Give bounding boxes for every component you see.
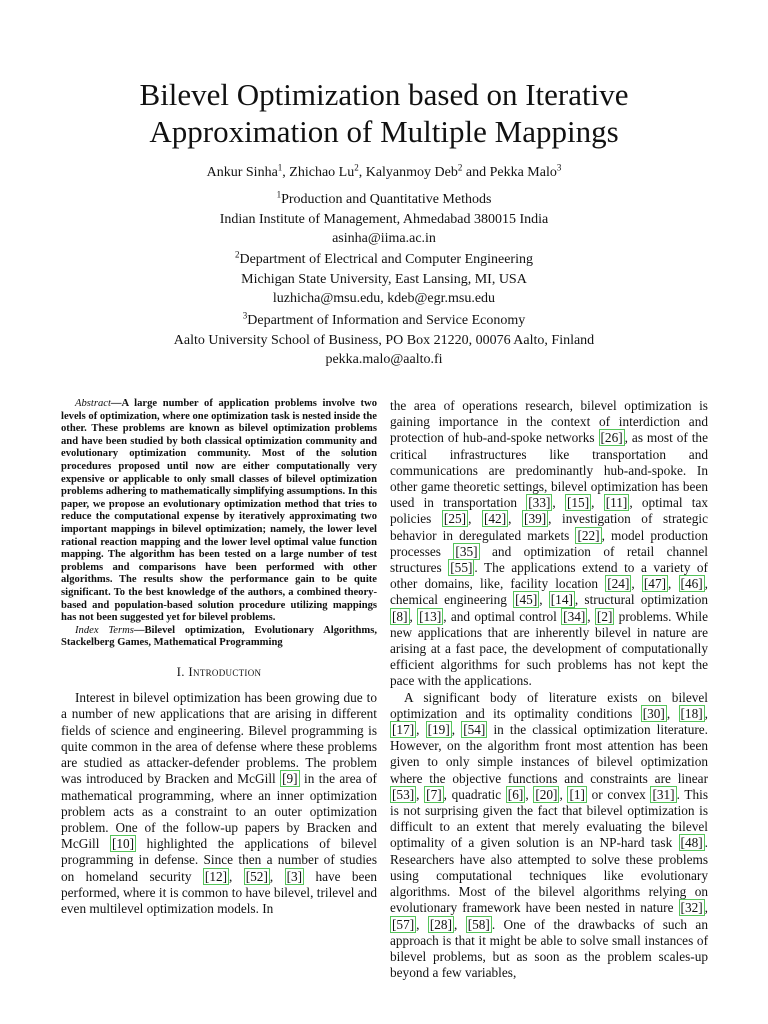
affil-email: luzhicha@msu.edu, kdeb@egr.msu.edu: [272, 291, 496, 306]
author-name: Ankur Sinha: [206, 165, 278, 180]
citation-link[interactable]: [42]: [483, 511, 507, 527]
citation-link[interactable]: [20]: [535, 786, 558, 802]
text-run: . One of the drawbacks of such an approach is that it might be able to solve small instances of bilevel problems, but as soon as the problem scales-up beyond a few variables,: [390, 916, 708, 981]
citation-link[interactable]: [25]: [443, 511, 467, 527]
text-run: A significant body of literature exists on bilevel optimization and its optimality conditions: [390, 689, 708, 721]
abstract-text: —A large number of application problems involve two levels of optimization, where one optimization task is nested inside the other. These problems are known as bilevel optimization problems and have been studied by both classical optimization community and evolutionary optimization community. Most of the solution procedures proposed until now are either computationally very expensive or applicable to only small classes of bilevel optimization problems adhering to mathematically simplifying assumptions. In this paper, we propose an evolutionary optimization method that tries to reduce the computational expense by iteratively approximating two important mappings in bilevel optimization; namely, the lower level rational reaction mapping and the lower level optimal value function mapping. The algorithm has been tested on a large number of test problems and comparisons have been performed with other algorithms. The results show the performance gain to be quite significant. To the best knowledge of the authors, a combined theory-based and population-based solution procedure utilizing mappings has not been suggested yet for bilevel problems.: [61, 398, 377, 624]
citation-link[interactable]: [22]: [577, 527, 600, 543]
citation-link[interactable]: [9]: [282, 771, 298, 787]
affil-email: asinha@iima.ac.in: [332, 231, 436, 246]
text-run: , structural optimization: [574, 592, 708, 608]
citation-link[interactable]: [46]: [680, 576, 703, 592]
affiliation-1: [60, 190, 708, 249]
abstract-label: Abstract: [75, 398, 111, 409]
author-name: Pekka Malo: [489, 165, 557, 180]
citation-link[interactable]: [3]: [286, 868, 303, 884]
citation-link[interactable]: [57]: [392, 916, 415, 932]
text-run: , model production processes: [390, 527, 708, 559]
citation-link[interactable]: [54]: [463, 722, 486, 738]
author-list: Ankur Sinha$^1$, Zhichao Lu$^2$, Kalyanmoy Deb$^2$ and Pekka Malo$^3$: [206, 162, 562, 180]
affil-dept: Production and Quantitative Methods: [281, 192, 492, 207]
citation-link[interactable]: [34]: [563, 608, 586, 624]
text-run: , and optimal control: [443, 608, 562, 624]
citation-link[interactable]: [32]: [680, 900, 703, 916]
author-affil-marker: 2: [354, 162, 359, 173]
paper-title: [60, 76, 708, 150]
affiliation-2: [60, 250, 708, 309]
citation-link[interactable]: [11]: [605, 495, 628, 511]
text-run: problems. While new applications that are inherently bilevel in nature are arising at a fast pace, the development of computationally efficient algorithms for such problems has not kept the pace with the applications.: [390, 608, 708, 689]
citation-link[interactable]: [55]: [450, 560, 473, 576]
citation-link[interactable]: [1]: [569, 786, 585, 802]
affil-marker: 2: [234, 249, 240, 260]
author-conjunction: and: [465, 165, 487, 180]
citation-link[interactable]: [28]: [429, 916, 452, 932]
author-name: Zhichao Lu: [289, 165, 355, 180]
author-name: Kalyanmoy Deb: [365, 165, 458, 180]
text-run: or convex: [586, 786, 651, 802]
abstract: [61, 398, 377, 650]
affil-marker: 1: [276, 189, 282, 200]
author-affil-marker: 2: [457, 162, 463, 173]
text-run: , investigation of strategic behavior in deregulated markets: [390, 511, 708, 543]
citation-link[interactable]: [30]: [642, 705, 665, 721]
intro-paragraph: Interest in bilevel optimization has been growing due to a number of new applications that are arising in different fields of science and engineering. Bilevel programming is quite common in the area of defense where these problems are studied as attacker-defender problems. The problem was introduced by Bracken and McGill [9] in the area of mathematical programming, where an inner optimization problem acts as a constraint to an outer optimization problem. One of the follow-up papers by Bracken and McGill [10] highlighted the applications of bilevel programming in defense. Since then a number of studies on homeland security [12] , [52] , [3] have been performed, where it is common to have bilevel, trilevel and even multilevel optimization models. In: [61, 690, 378, 916]
text-run: . The applications extend to a variety of other domains, like, facility location: [390, 560, 708, 592]
author-affil-marker: 3: [556, 162, 562, 173]
affil-dept: Department of Information and Service Economy: [247, 313, 526, 328]
citation-link[interactable]: [39]: [524, 511, 547, 527]
right-column: [390, 398, 708, 981]
index-terms-text: —Bilevel optimization, Evolutionary Algorithms, Stackelberg Games, Mathematical Programming: [61, 624, 377, 649]
citation-link[interactable]: [7]: [426, 786, 442, 802]
citation-link[interactable]: [2]: [596, 608, 613, 624]
affil-dept: Department of Electrical and Computer Engineering: [239, 252, 533, 267]
citation-link[interactable]: [47]: [643, 576, 667, 592]
text-run: in the classical optimization literature. However, on the algorithm front most attention has been given to only simple instances of bilevel optimization where the objective functions and constraints are linear: [390, 722, 708, 786]
text-run: Interest in bilevel optimization has been growing due to a number of new applications that are arising in different fields of science and engineering. Bilevel programming is quite common in the area of defense where these problems are studied as attacker-defender problems. The problem was introduced by Bracken and McGill: [61, 690, 377, 787]
citation-link[interactable]: [6]: [507, 786, 524, 802]
citation-link[interactable]: [19]: [427, 722, 450, 738]
citation-link[interactable]: [31]: [652, 786, 675, 802]
citation-link[interactable]: [26]: [600, 430, 623, 446]
text-run: , quadratic: [443, 786, 506, 802]
citation-link[interactable]: [17]: [392, 722, 415, 738]
author-affil-marker: 1: [277, 162, 283, 173]
affil-institution: Indian Institute of Management, Ahmedabad 380015 India: [219, 211, 549, 227]
text-run: in the area of mathematical programming, where an inner optimization problem acts as a constraint to an outer optimization problem. One of the follow-up papers by Bracken and McGill: [61, 771, 377, 852]
text-run: , chemical engineering: [390, 576, 708, 608]
body-paragraph: the area of operations research, bilevel optimization is gaining importance in the context of interdiction and protection of hub-and-spoke networks [26] , as most of the critical infrastructures like transportation and communications are predominantly hub-and-spoke. In other game theoretic settings, bilevel optimization has been used in transportation [33] , [15] , [11] , optimal tax policies [25] , [42] , [39] , investigation of strategic behavior in deregulated markets [22] , model production processes [35] and optimization of retail channel structures [55] . The applications extend to a variety of other domains, like, facility location [24] , [47] , [46] , chemical engineering [45] , [14] , structural optimization [8] , [13] , and optimal control [34] , [2] problems. While new applications that are inherently bilevel in nature are arising at a fast pace, the development of computationally efficient algorithms for such problems has not kept the pace with the applications.: [390, 398, 709, 689]
affil-institution: Aalto University School of Business, PO Box 21220, 00076 Aalto, Finland: [173, 332, 595, 348]
citation-link[interactable]: [45]: [515, 592, 538, 608]
title-line-1: Bilevel Optimization based on Iterative: [139, 77, 629, 112]
citation-link[interactable]: [48]: [680, 835, 703, 851]
text-run: have been performed, where it is common to have bilevel, trilevel and even multilevel optimization models. In: [61, 868, 378, 916]
text-run: , as most of the critical infrastructures like transportation and communications are predominantly hub-and-spoke. In other game theoretic settings, bilevel optimization has been used in transportation: [390, 430, 708, 511]
title-line-2: Approximation of Multiple Mappings: [149, 114, 619, 149]
text-run: the area of operations research, bilevel optimization is gaining importance in the context of interdiction and protection of hub-and-spoke networks: [390, 398, 708, 446]
affil-marker: 3: [242, 310, 248, 321]
affiliation-3: [60, 311, 708, 370]
citation-link[interactable]: [10]: [111, 836, 135, 852]
citation-link[interactable]: [53]: [392, 786, 415, 802]
body-paragraph: A significant body of literature exists on bilevel optimization and its optimality conditions [30] , [18] , [17] , [19] , [54] in the classical optimization literature. However, on the algorithm front most attention has been given to only simple instances of bilevel optimization where the objective functions and constraints are linear [53] , [7] , quadratic [6] , [20] , [1] or convex [31] . This is not surprising given the fact that bilevel optimization is difficult to an extent that merely evaluating the bilevel optimality of a given solution is an NP-hard task [48] . Researchers have also attempted to solve these problems using computational techniques like evolutionary algorithms. Most of the bilevel algorithms relying on evolutionary framework have been nested in nature [32] , [57] , [28] , [58] . One of the drawbacks of such an approach is that it might be able to solve small instances of bilevel problems, but as soon as the problem scales-up beyond a few variables,: [390, 689, 708, 981]
section-heading: I. Introduction: [176, 663, 262, 679]
citation-link[interactable]: [52]: [245, 868, 268, 884]
text-run: highlighted the applications of bilevel programming in defense. Since then a number of studies on homeland security: [61, 836, 377, 884]
left-column: [61, 398, 377, 917]
index-terms-label: Index Terms: [75, 624, 134, 636]
text-run: . Researchers have also attempted to solve these problems using computational techniques like evolutionary algorithms. Most of the bilevel algorithms relying on evolutionary framework have been nested in nature: [390, 835, 708, 916]
citation-link[interactable]: [8]: [392, 608, 408, 624]
citation-link[interactable]: [13]: [419, 608, 442, 624]
citation-link[interactable]: [12]: [204, 868, 228, 884]
text-run: , optimal tax policies: [390, 495, 709, 527]
citation-link[interactable]: [33]: [528, 495, 551, 511]
affil-institution: Michigan State University, East Lansing, MI, USA: [241, 271, 527, 287]
citation-link[interactable]: [24]: [607, 576, 630, 592]
text-run: . This is not surprising given the fact that bilevel optimization is difficult to an extent that merely evaluating the bilevel optimality of a given solution is an NP-hard task: [390, 786, 708, 851]
citation-link[interactable]: [18]: [680, 705, 703, 721]
text-run: and optimization of retail channel structures: [390, 543, 708, 576]
citation-link[interactable]: [15]: [566, 495, 590, 511]
citation-link[interactable]: [14]: [550, 592, 573, 608]
citation-link[interactable]: [35]: [455, 543, 478, 559]
citation-link[interactable]: [58]: [467, 916, 490, 932]
affil-email: pekka.malo@aalto.fi: [325, 352, 443, 367]
